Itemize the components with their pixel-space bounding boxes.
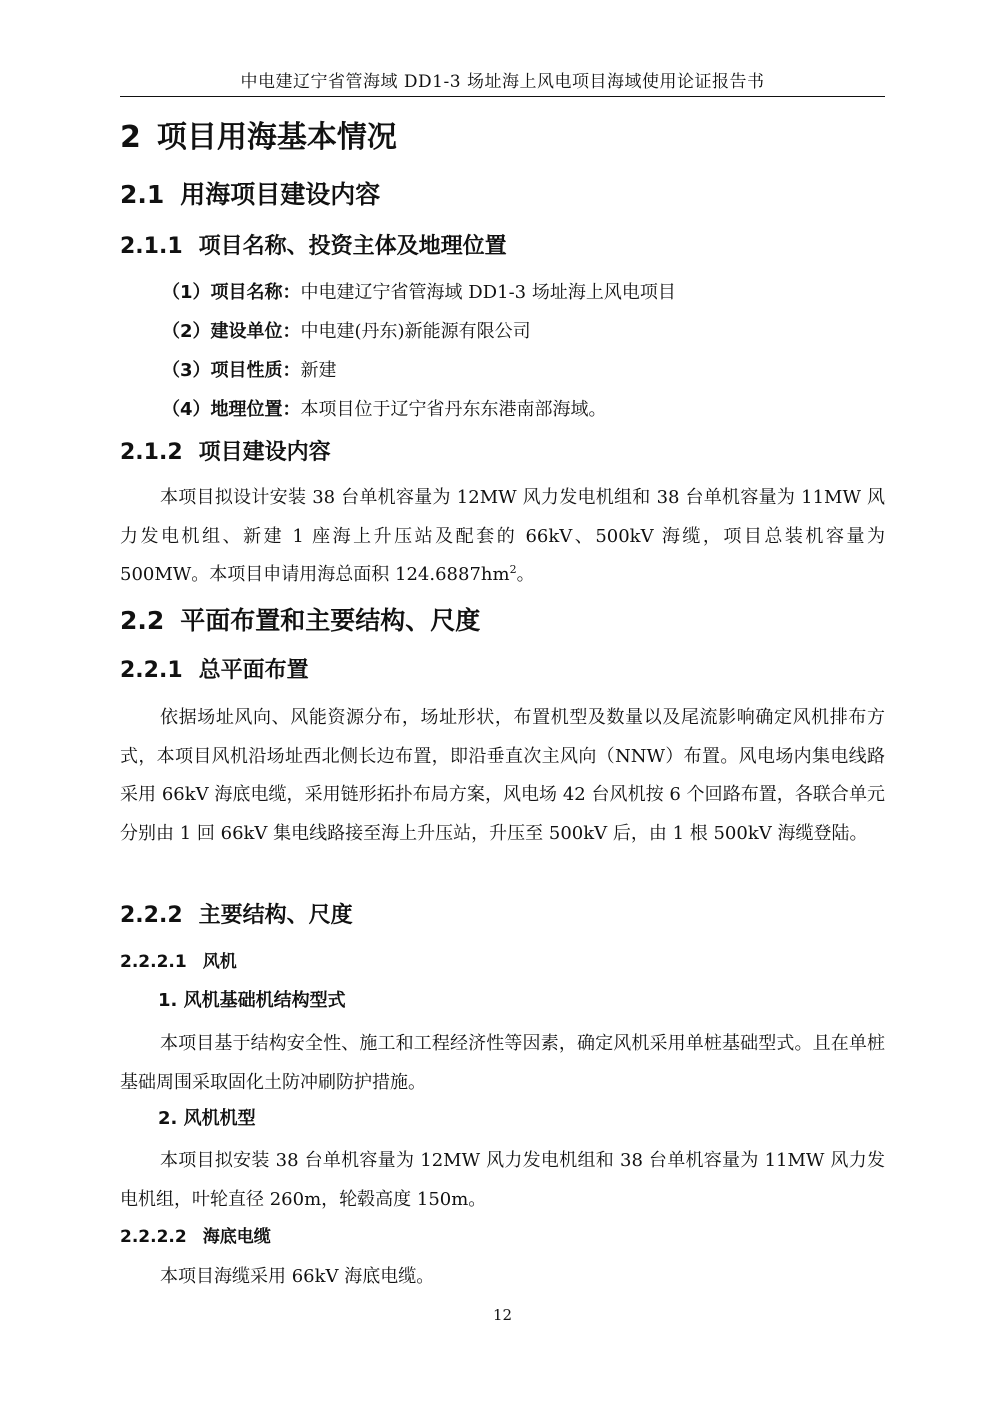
- paragraph-foundation: 本项目基于结构安全性、施工和工程经济性等因素，确定风机采用单桩基础型式。且在单桩基础周围采取固化土防冲刷防护措施。: [120, 1033, 885, 1093]
- paragraph-submarine-cable: 本项目海缆采用 66kV 海底电缆。: [160, 1266, 435, 1287]
- page-number: 12: [492, 1306, 513, 1324]
- section-title: 用海项目建设内容: [180, 180, 381, 209]
- subsubsection-number: 2.2.2.2: [120, 1227, 187, 1247]
- info-item-builder: [120, 319, 927, 345]
- chapter-number: 2: [120, 120, 141, 155]
- section-number: 2.1: [120, 180, 165, 209]
- item-heading-turbine-model: 2. 风机机型: [158, 1108, 256, 1129]
- info-value: 新建: [300, 360, 337, 381]
- subsection-heading-2-1-1: [120, 232, 885, 262]
- info-value: 本项目位于辽宁省丹东东港南部海域。: [300, 399, 607, 420]
- chapter-title: 项目用海基本情况: [156, 120, 397, 155]
- paragraph-text: 本项目拟设计安装 38 台单机容量为 12MW 风力发电机组和 38 台单机容量为 11MW 风力发电机组、新建 1 座海上升压站及配套的 66kV、500kV 海缆，项目总装机容量为 500MW。本项目申请用海总面积 124.6887hm: [120, 487, 885, 585]
- item-heading-foundation: 1. 风机基础机结构型式: [158, 990, 346, 1011]
- info-label: （4）地理位置：: [162, 399, 301, 420]
- subsection-heading-2-1-2: [120, 438, 885, 468]
- subsection-title: 总平面布置: [198, 658, 309, 683]
- paragraph-end: 。: [516, 564, 535, 585]
- paragraph-turbine-model: 本项目拟安装 38 台单机容量为 12MW 风力发电机组和 38 台单机容量为 11MW 风力发电机组，叶轮直径 260m，轮毂高度 150m。: [120, 1150, 885, 1210]
- section-heading-2-2: [120, 604, 885, 638]
- subsubsection-title: 风机: [202, 952, 237, 972]
- chapter-heading: [120, 118, 885, 158]
- subsubsection-heading-2-2-2-1: [120, 950, 885, 974]
- info-value: 中电建辽宁省管海域 DD1-3 场址海上风电项目: [300, 282, 676, 303]
- paragraph-construction-content: [120, 479, 885, 595]
- section-number: 2.2: [120, 606, 165, 635]
- subsection-heading-2-2-2: [120, 901, 885, 931]
- running-header: 中电建辽宁省管海域 DD1-3 场址海上风电项目海域使用论证报告书: [240, 72, 765, 92]
- info-item-nature: [120, 358, 927, 384]
- subsection-heading-2-2-1: [120, 656, 885, 686]
- section-heading-2-1: [120, 178, 885, 212]
- subsection-title: 主要结构、尺度: [198, 903, 353, 928]
- subsubsection-title: 海底电缆: [202, 1227, 271, 1247]
- subsubsection-heading-2-2-2-2: [120, 1225, 885, 1249]
- info-label: （3）项目性质：: [162, 360, 301, 381]
- subsection-number: 2.1.1: [120, 234, 183, 259]
- superscript: 2: [509, 563, 517, 576]
- subsection-title: 项目建设内容: [198, 440, 331, 465]
- info-label: （2）建设单位：: [162, 321, 301, 342]
- info-label: （1）项目名称：: [162, 282, 301, 303]
- subsection-number: 2.2.1: [120, 658, 183, 683]
- subsection-number: 2.1.2: [120, 440, 183, 465]
- section-title: 平面布置和主要结构、尺度: [180, 606, 481, 635]
- info-item-project-name: [120, 280, 927, 306]
- info-value: 中电建(丹东)新能源有限公司: [300, 321, 531, 342]
- paragraph-layout: 依据场址风向、风能资源分布，场址形状，布置机型及数量以及尾流影响确定风机排布方式，本项目风机沿场址西北侧长边布置，即沿垂直次主风向（NNW）布置。风电场内集电线路采用 66kV 海底电缆，采用链形拓扑布局方案，风电场 42 台风机按 6 个回路布置，各联合单元分别由 1 回 66kV 集电线路接至海上升压站，升压至 500kV 后，由 1 根 500kV 海缆登陆。: [120, 707, 885, 844]
- subsubsection-number: 2.2.2.1: [120, 952, 187, 972]
- info-item-location: [120, 397, 927, 423]
- subsection-title: 项目名称、投资主体及地理位置: [198, 234, 507, 259]
- subsection-number: 2.2.2: [120, 903, 183, 928]
- header-rule: [120, 96, 885, 97]
